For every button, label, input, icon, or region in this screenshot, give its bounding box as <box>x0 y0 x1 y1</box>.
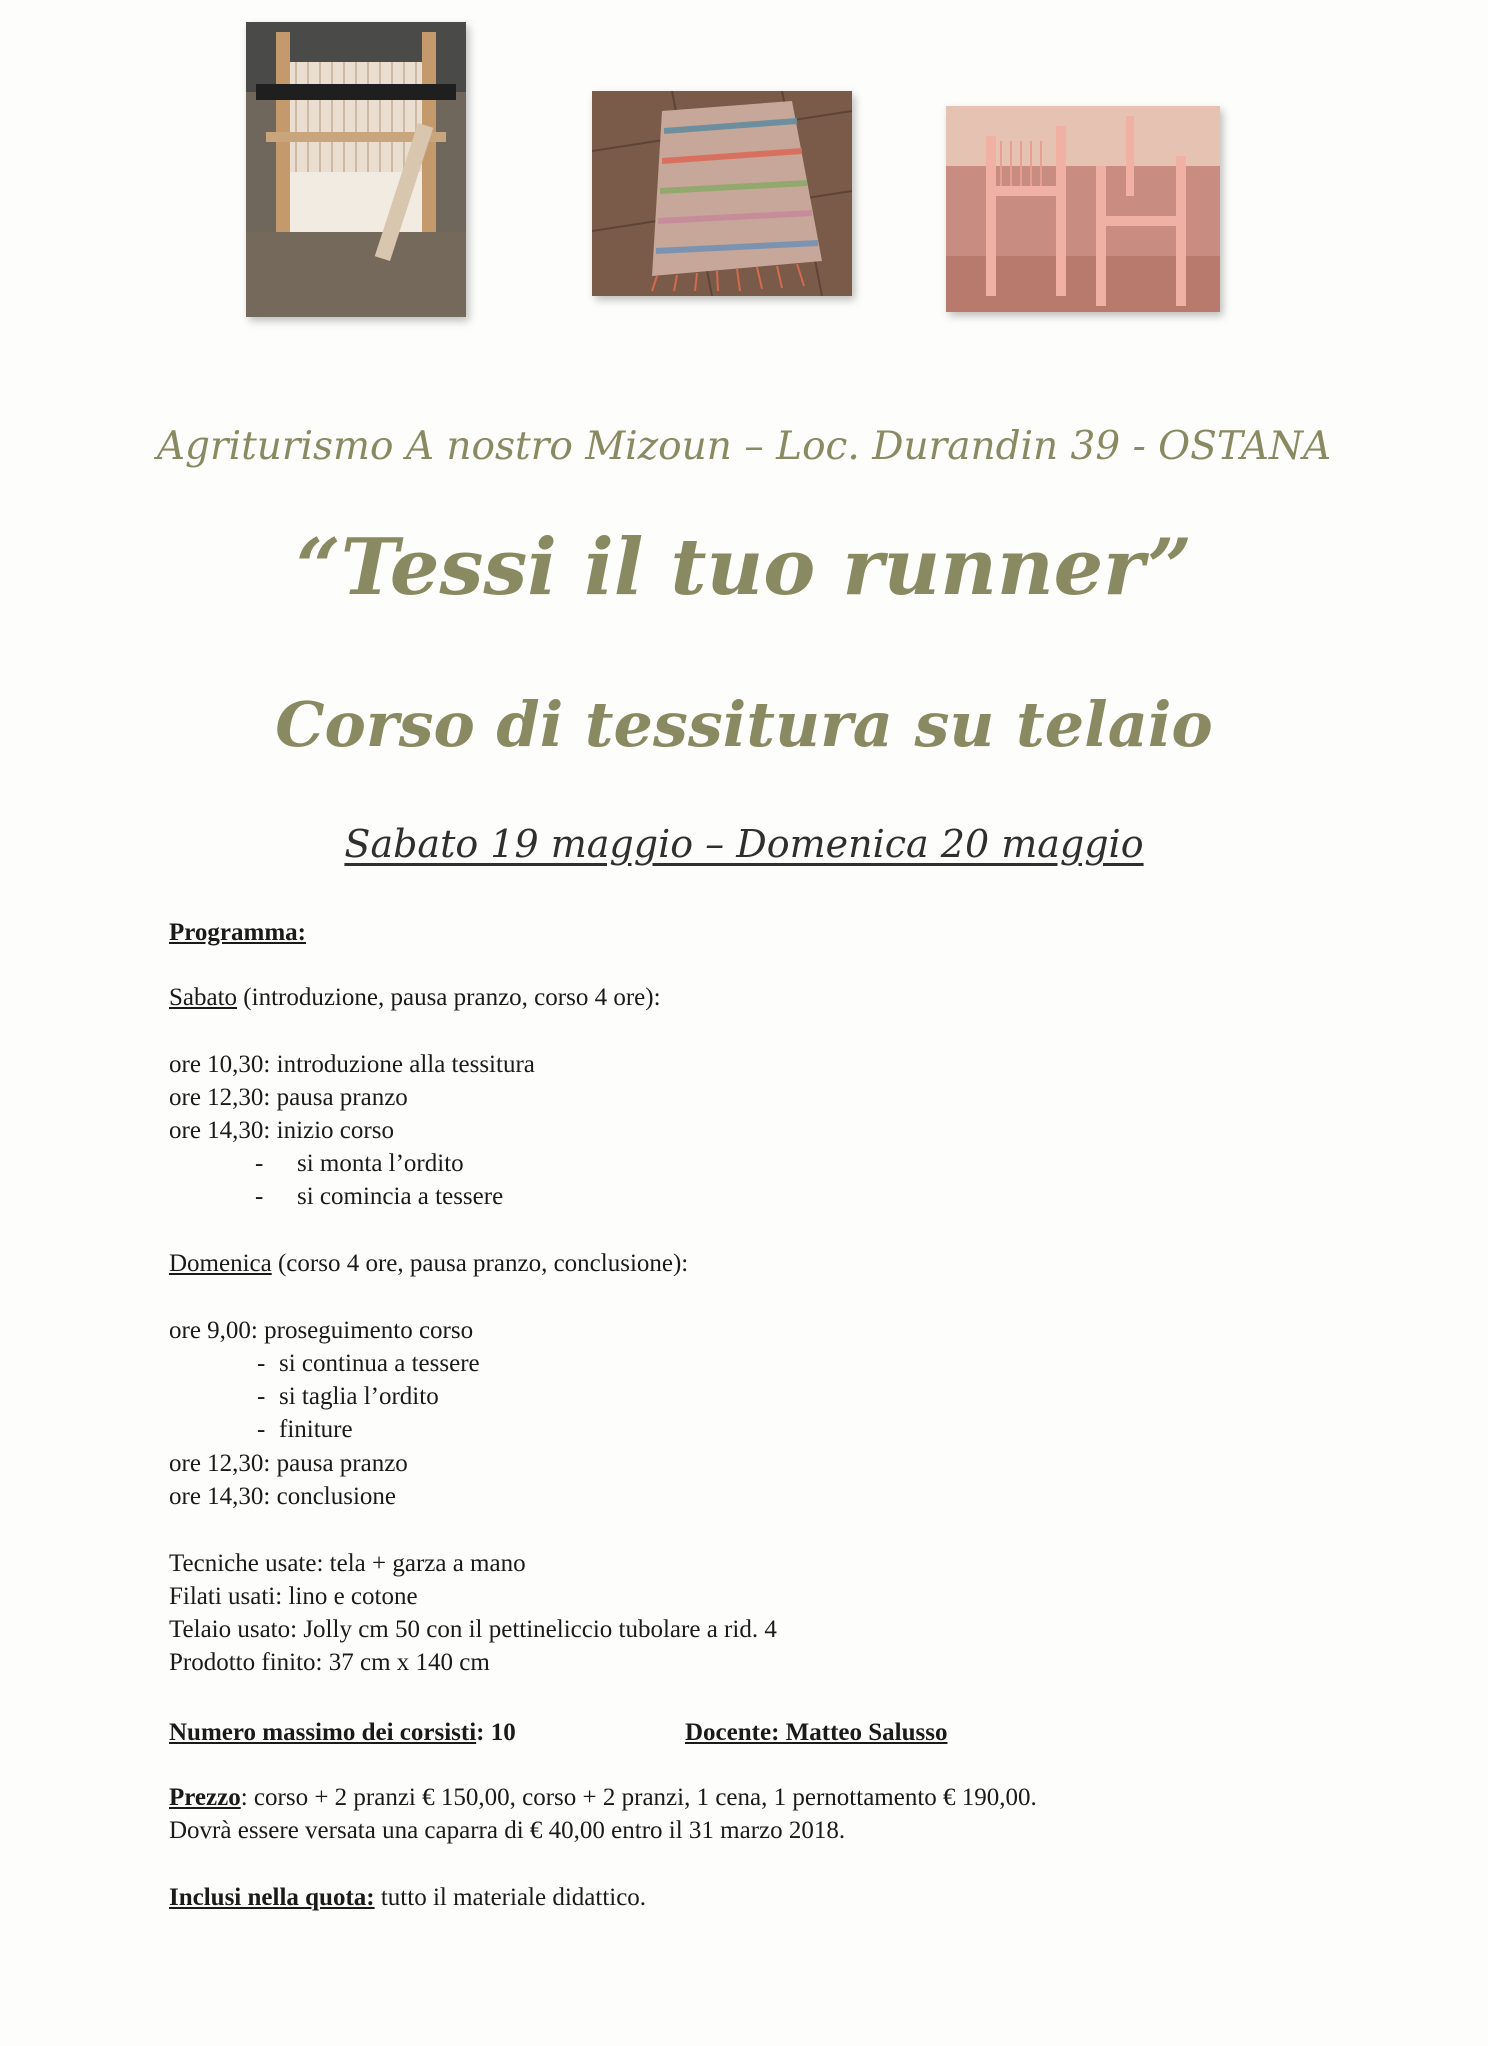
detail-line: Tecniche usate: tela + garza a mano <box>169 1550 526 1577</box>
deposit-line: Dovrà essere versata una caparra di € 40,00 entro il 31 marzo 2018. <box>169 1817 846 1844</box>
sunday-bullet: si taglia l’ordito <box>279 1383 439 1410</box>
included-line <box>169 1881 646 1914</box>
venue-address: Agriturismo A nostro Mizoun – Loc. Durandin 39 - OSTANA <box>156 424 1332 469</box>
saturday-line: ore 14,30: inizio corso <box>169 1117 394 1144</box>
included-label: Inclusi nella quota: <box>169 1884 375 1911</box>
sunday-bullet: si continua a tessere <box>279 1350 480 1377</box>
included-text: tutto il materiale didattico. <box>374 1884 647 1911</box>
sunday-line: ore 9,00: proseguimento corso <box>169 1317 474 1344</box>
saturday-label: Sabato <box>169 984 238 1011</box>
bullet-mark: - <box>255 1183 264 1210</box>
course-title: “Tessi il tuo runner” <box>295 522 1193 613</box>
sunday-label: Domenica <box>169 1250 272 1277</box>
course-dates: Sabato 19 maggio – Domenica 20 maggio <box>344 822 1144 866</box>
woven-runner-photo <box>592 91 852 296</box>
bullet-mark: - <box>255 1150 264 1177</box>
sunday-header <box>169 1247 688 1280</box>
program-heading: Programma: <box>169 919 306 946</box>
course-subtitle: Corso di tessitura su telaio <box>275 688 1213 761</box>
max-participants-value: : 10 <box>476 1719 516 1746</box>
sunday-note: (corso 4 ore, pausa pranzo, conclusione): <box>271 1250 689 1277</box>
price-line <box>169 1781 1037 1814</box>
bullet-mark: - <box>257 1416 266 1443</box>
price-text: : corso + 2 pranzi € 150,00, corso + 2 pranzi, 1 cena, 1 pernottamento € 190,00. <box>240 1784 1037 1811</box>
teacher: Docente: Matteo Salusso <box>685 1719 948 1746</box>
max-participants <box>169 1716 516 1749</box>
detail-line: Filati usati: lino e cotone <box>169 1583 418 1610</box>
sunday-bullet: finiture <box>279 1416 353 1443</box>
loom-weaving-photo <box>246 22 466 317</box>
saturday-line: ore 10,30: introduzione alla tessitura <box>169 1051 535 1078</box>
price-label: Prezzo <box>169 1784 241 1811</box>
detail-line: Telaio usato: Jolly cm 50 con il pettineliccio tubolare a rid. 4 <box>169 1616 777 1643</box>
detail-line: Prodotto finito: 37 cm x 140 cm <box>169 1649 490 1676</box>
sunday-line: ore 14,30: conclusione <box>169 1483 397 1510</box>
looms-workshop-photo <box>946 106 1220 312</box>
saturday-bullet: si comincia a tessere <box>297 1183 504 1210</box>
saturday-note: (introduzione, pausa pranzo, corso 4 ore): <box>237 984 661 1011</box>
saturday-bullet: si monta l’ordito <box>297 1150 464 1177</box>
saturday-line: ore 12,30: pausa pranzo <box>169 1084 408 1111</box>
max-participants-label: Numero massimo dei corsisti <box>169 1719 477 1746</box>
saturday-header <box>169 981 661 1014</box>
bullet-mark: - <box>257 1350 266 1377</box>
sunday-line: ore 12,30: pausa pranzo <box>169 1450 408 1477</box>
bullet-mark: - <box>257 1383 266 1410</box>
